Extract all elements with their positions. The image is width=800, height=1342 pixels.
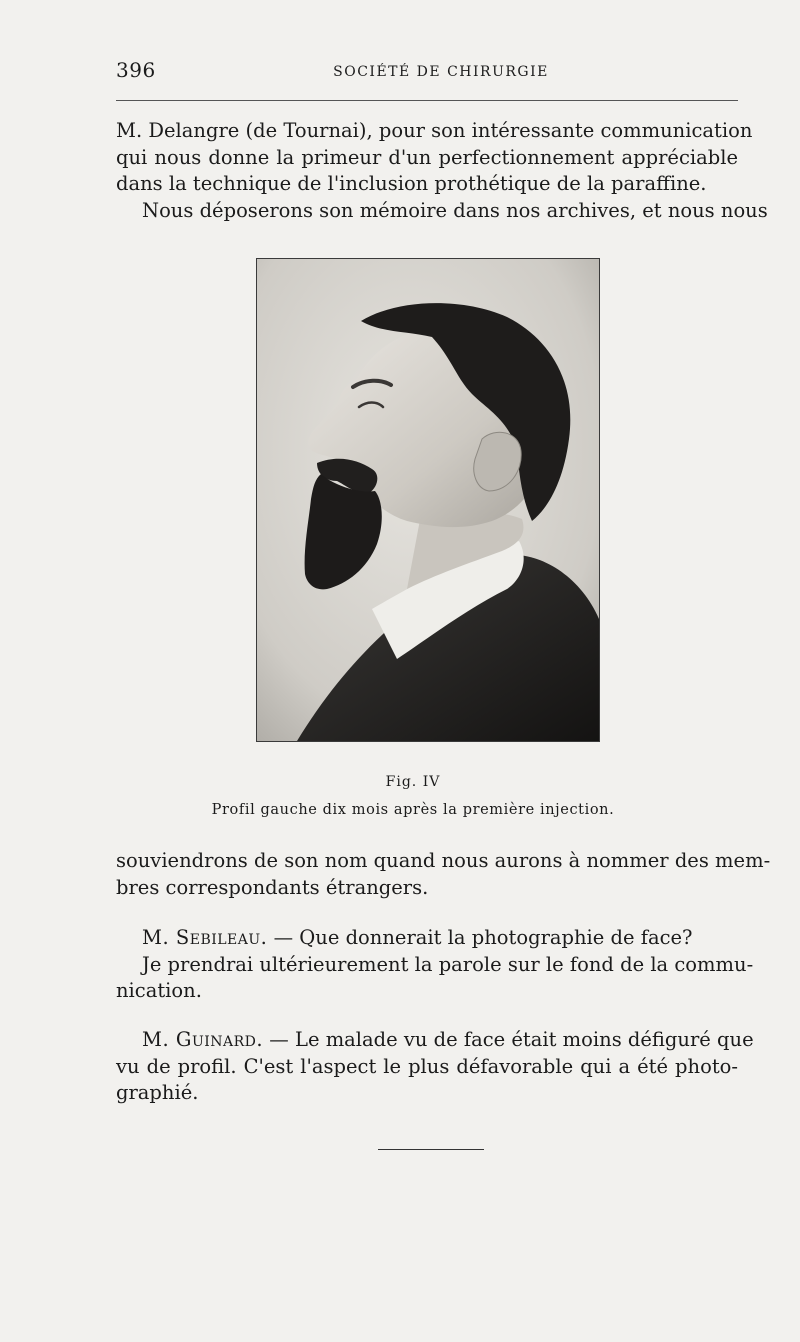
page-header (116, 58, 738, 88)
text-line: souviendrons de son nom quand nous aurons à nommer des mem- (116, 849, 771, 872)
portrait-image (257, 259, 599, 741)
speech-text: — Le malade vu de face était moins défiguré que (263, 1028, 754, 1051)
section-end-rule (378, 1149, 484, 1150)
text-line: qui nous donne la primeur d'un perfectionnement appréciable (116, 145, 738, 169)
text-line: Je prendrai ultérieurement la parole sur le fond de la commu- (142, 952, 754, 976)
paragraph-continuation (116, 848, 771, 901)
figure-caption: Profil gauche dix mois après la première injection. (211, 802, 615, 818)
speaker-name: M. Sebileau. (142, 926, 268, 949)
speaker-name: M. Guinard. (142, 1028, 264, 1051)
text-line: M. Delangre (de Tournai), pour son intéressante communication (116, 119, 753, 142)
paragraph-guinard (116, 1027, 754, 1107)
text-line: graphié. (116, 1081, 199, 1104)
portrait-photograph (256, 258, 600, 742)
running-head: SOCIÉTÉ DE CHIRURGIE (333, 64, 549, 80)
page-number: 396 (116, 58, 156, 82)
speech-text: — Que donnerait la photographie de face? (267, 926, 693, 949)
paragraph-delangre (116, 118, 768, 224)
text-line: dans la technique de l'inclusion prothétique de la paraffine. (116, 172, 707, 195)
header-rule (116, 100, 738, 101)
text-line: vu de profil. C'est l'aspect le plus défavorable qui a été photo- (116, 1054, 738, 1078)
figure-label: Fig. IV (385, 774, 441, 790)
text-line (116, 1027, 754, 1054)
paragraph-sebileau (116, 925, 754, 1005)
text-line: Nous déposerons son mémoire dans nos archives, et nous nous (142, 198, 768, 222)
text-line: nication. (116, 979, 202, 1002)
text-line (116, 925, 738, 952)
text-line: bres correspondants étrangers. (116, 875, 429, 899)
